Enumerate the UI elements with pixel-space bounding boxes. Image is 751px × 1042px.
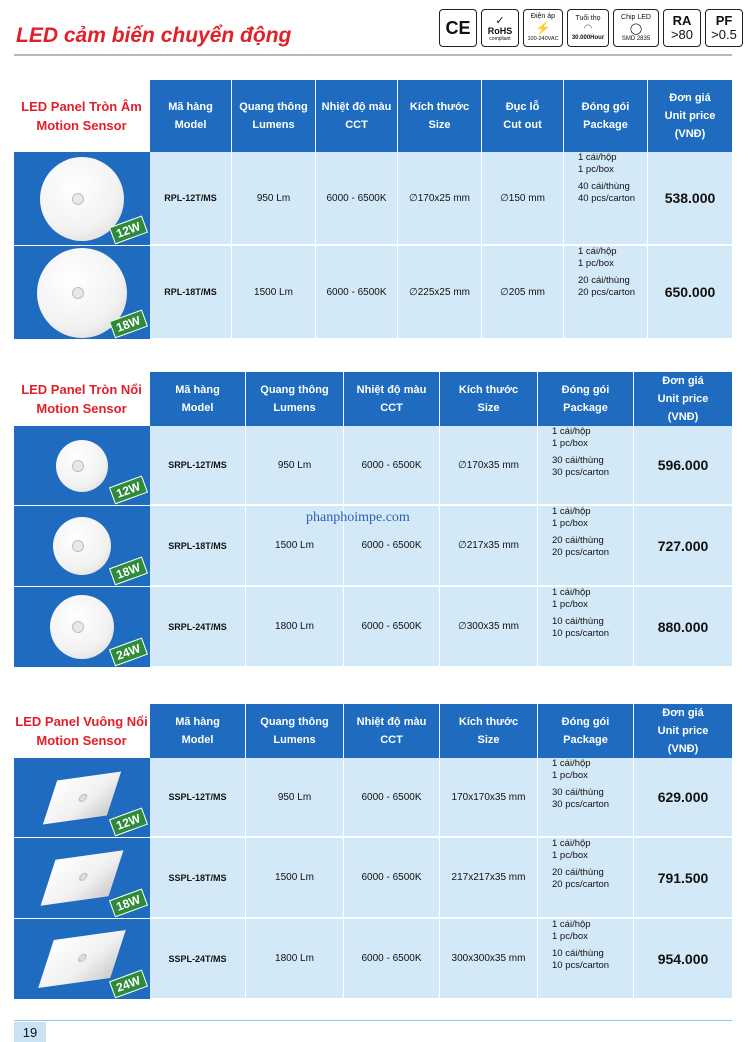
product-image	[14, 426, 150, 506]
ra-badge	[663, 9, 701, 47]
cell-cct: 6000 - 6500K	[344, 758, 440, 836]
table-row	[14, 152, 732, 246]
section-recessed-round	[14, 80, 732, 340]
chip-label: Chip LED	[621, 13, 651, 21]
ce-badge	[439, 9, 477, 47]
header-package: Đóng gói Package	[538, 372, 634, 426]
cell-size: ∅170x25 mm	[398, 152, 482, 244]
cell-model: SRPL-12T/MS	[150, 426, 246, 504]
cell-price: 629.000	[634, 758, 732, 836]
product-image	[14, 152, 150, 246]
table-row	[14, 919, 732, 1000]
lifetime-badge	[567, 9, 609, 47]
cell-package: 1 cái/hộp 1 pc/box 30 cái/thùng 30 pcs/carton	[538, 758, 634, 836]
rohs-label: RoHS	[487, 25, 513, 36]
footer-divider	[14, 1020, 732, 1021]
leaf-icon: ✓	[495, 14, 505, 27]
rohs-sub: compliant	[489, 35, 511, 42]
product-image	[14, 838, 150, 919]
voltage-value: 100-240VAC	[527, 36, 559, 42]
cell-cct: 6000 - 6500K	[344, 506, 440, 585]
header-price: Đơn giá Unit price (VNĐ)	[634, 704, 732, 758]
round-panel-icon	[56, 440, 108, 492]
table-row	[14, 587, 732, 668]
cell-lumens: 950 Lm	[246, 426, 344, 504]
cell-package: 1 cái/hộp 1 pc/box 10 cái/thùng 10 pcs/carton	[538, 587, 634, 666]
cell-price: 650.000	[648, 246, 732, 338]
section-label-line2: Motion Sensor	[36, 118, 127, 133]
page-title: LED cảm biến chuyển động	[16, 24, 292, 47]
cell-price: 727.000	[634, 506, 732, 585]
cell-model: SRPL-24T/MS	[150, 587, 246, 666]
product-image	[14, 246, 150, 340]
header-divider	[14, 54, 732, 56]
cell-model: SSPL-24T/MS	[150, 919, 246, 998]
lifetime-value: 30.000Hour	[571, 34, 605, 41]
lifetime-label: Tuổi thọ	[575, 14, 601, 22]
cell-size: ∅170x35 mm	[440, 426, 538, 504]
cell-lumens: 950 Lm	[232, 152, 316, 244]
cell-model: SSPL-18T/MS	[150, 838, 246, 917]
lightning-icon: ⚡	[535, 21, 551, 35]
header-size: Kích thước Size	[398, 80, 482, 152]
header-model: Mã hàng Model	[150, 372, 246, 426]
cell-package: 1 cái/hộp 1 pc/box 20 cái/thùng 20 pcs/carton	[564, 246, 648, 338]
table-row	[14, 758, 732, 838]
wattage-badge: 24W	[109, 970, 148, 999]
cell-lumens: 1800 Lm	[246, 919, 344, 998]
ce-mark: CE	[445, 18, 471, 38]
cell-package: 1 cái/hộp 1 pc/box 30 cái/thùng 30 pcs/carton	[538, 426, 634, 504]
bulb-icon: ◯	[629, 22, 643, 35]
cell-cct: 6000 - 6500K	[344, 838, 440, 917]
pf-badge	[705, 9, 743, 47]
cell-model: RPL-18T/MS	[150, 246, 232, 338]
cell-cutout: ∅150 mm	[482, 152, 564, 244]
product-image	[14, 587, 150, 668]
wattage-badge: 12W	[109, 476, 148, 505]
table-header	[150, 372, 732, 426]
round-panel-icon	[50, 595, 114, 659]
cell-cct: 6000 - 6500K	[344, 587, 440, 666]
cell-cct: 6000 - 6500K	[316, 246, 398, 338]
page-number: 19	[14, 1022, 46, 1042]
certification-badges	[439, 9, 743, 47]
gauge-icon: ◠	[583, 22, 593, 34]
cell-package: 1 cái/hộp 1 pc/box 20 cái/thùng 20 pcs/carton	[538, 506, 634, 585]
cell-model: RPL-12T/MS	[150, 152, 232, 244]
chip-value: SMD 2835	[621, 35, 651, 42]
cell-price: 538.000	[648, 152, 732, 244]
page-header	[0, 0, 751, 60]
header-cct: Nhiệt độ màu CCT	[344, 372, 440, 426]
header-cutout: Đục lỗ Cut out	[482, 80, 564, 152]
cell-lumens: 1500 Lm	[246, 506, 344, 585]
header-size: Kích thước Size	[440, 704, 538, 758]
voltage-badge	[523, 9, 563, 47]
header-package: Đóng gói Package	[564, 80, 648, 152]
square-panel-icon	[43, 771, 121, 824]
section-label-line2: Motion Sensor	[36, 401, 127, 416]
cell-cct: 6000 - 6500K	[344, 426, 440, 504]
pf-value: >0.5	[711, 27, 737, 42]
cell-lumens: 1500 Lm	[246, 838, 344, 917]
cell-size: ∅300x35 mm	[440, 587, 538, 666]
cell-price: 791.500	[634, 838, 732, 917]
chip-badge	[613, 9, 659, 47]
ra-value: >80	[670, 27, 694, 42]
cell-price: 954.000	[634, 919, 732, 998]
cell-package: 1 cái/hộp 1 pc/box 10 cái/thùng 10 pcs/carton	[538, 919, 634, 998]
cell-size: ∅217x35 mm	[440, 506, 538, 585]
section-label	[14, 372, 149, 426]
cell-cct: 6000 - 6500K	[316, 152, 398, 244]
section-label-line1: LED Panel Tròn Âm	[21, 99, 142, 114]
header-model: Mã hàng Model	[150, 80, 232, 152]
cell-size: 170x170x35 mm	[440, 758, 538, 836]
cell-package: 1 cái/hộp 1 pc/box 20 cái/thùng 20 pcs/carton	[538, 838, 634, 917]
cell-cutout: ∅205 mm	[482, 246, 564, 338]
wattage-badge: 18W	[109, 889, 148, 918]
watermark: phanphoimpe.com	[306, 510, 410, 525]
wattage-badge: 18W	[109, 310, 148, 339]
table-row	[14, 838, 732, 919]
square-panel-icon	[41, 850, 124, 906]
cell-price: 596.000	[634, 426, 732, 504]
header-lumens: Quang thông Lumens	[246, 704, 344, 758]
table-row	[14, 246, 732, 340]
round-panel-icon	[53, 517, 111, 575]
header-price: Đơn giá Unit price (VNĐ)	[648, 80, 732, 152]
header-model: Mã hàng Model	[150, 704, 246, 758]
header-lumens: Quang thông Lumens	[232, 80, 316, 152]
pf-label: PF	[715, 13, 733, 28]
table-header	[150, 704, 732, 758]
wattage-badge: 24W	[109, 638, 148, 667]
cell-lumens: 950 Lm	[246, 758, 344, 836]
voltage-label: Điện áp	[530, 13, 556, 20]
section-label-line1: LED Panel Tròn Nổi	[21, 382, 142, 397]
cell-size: ∅225x25 mm	[398, 246, 482, 338]
cell-size: 300x300x35 mm	[440, 919, 538, 998]
header-cct: Nhiệt độ màu CCT	[316, 80, 398, 152]
section-label	[14, 80, 149, 152]
product-image	[14, 919, 150, 1000]
rohs-badge	[481, 9, 519, 47]
cell-model: SRPL-18T/MS	[150, 506, 246, 585]
cell-price: 880.000	[634, 587, 732, 666]
header-size: Kích thước Size	[440, 372, 538, 426]
header-price: Đơn giá Unit price (VNĐ)	[634, 372, 732, 426]
cell-size: 217x217x35 mm	[440, 838, 538, 917]
wattage-badge: 12W	[109, 216, 148, 245]
table-header	[150, 80, 732, 152]
cell-model: SSPL-12T/MS	[150, 758, 246, 836]
ra-label: RA	[672, 13, 692, 28]
section-label-line1: LED Panel Vuông Nổi	[15, 714, 148, 729]
product-image	[14, 758, 150, 838]
table-row	[14, 426, 732, 506]
cell-package: 1 cái/hộp 1 pc/box 40 cái/thùng 40 pcs/carton	[564, 152, 648, 244]
cell-cct: 6000 - 6500K	[344, 919, 440, 998]
wattage-badge: 12W	[109, 808, 148, 837]
header-package: Đóng gói Package	[538, 704, 634, 758]
cell-lumens: 1800 Lm	[246, 587, 344, 666]
header-cct: Nhiệt độ màu CCT	[344, 704, 440, 758]
section-label-line2: Motion Sensor	[36, 733, 127, 748]
section-surface-square	[14, 704, 732, 1000]
section-label	[14, 704, 149, 758]
cell-lumens: 1500 Lm	[232, 246, 316, 338]
product-image	[14, 506, 150, 587]
header-lumens: Quang thông Lumens	[246, 372, 344, 426]
wattage-badge: 18W	[109, 557, 148, 586]
